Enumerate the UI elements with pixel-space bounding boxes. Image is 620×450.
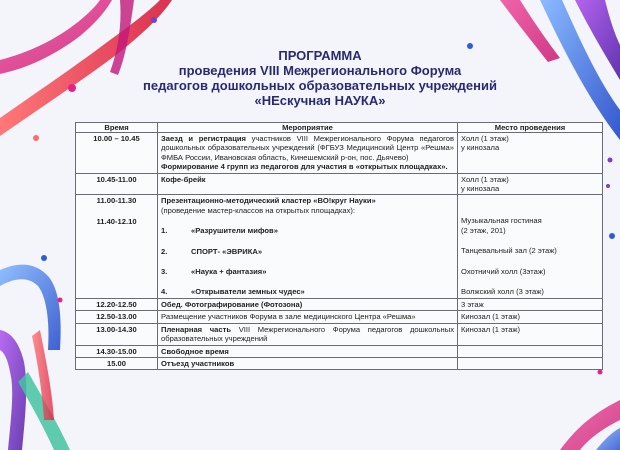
row-place: Кинозал (1 этаж) [458, 311, 603, 323]
row-place: Кинозал (1 этаж) [458, 323, 603, 345]
table-row [76, 311, 603, 323]
header-subtitle-2: педагогов дошкольных образовательных учреждений [143, 78, 497, 93]
place-line: Охотничий холл (3этаж) [461, 266, 546, 276]
row-time: 14.30-15.00 [76, 345, 158, 357]
row-time [76, 195, 158, 298]
table-row [76, 195, 603, 298]
place-line: Танцевальный зал (2 этаж) [461, 246, 557, 256]
place-line: у кинозала [461, 143, 500, 153]
row-time: 10.00 – 10.45 [76, 133, 158, 174]
place-line: у кинозала [461, 184, 500, 194]
row-event [158, 133, 458, 174]
row-event: Размещение участников Форума в зале медицинского Центра «Решма» [158, 311, 458, 323]
time-slot: 11.40-12.10 [96, 216, 137, 226]
time-slot: 11.00-11.30 [96, 196, 137, 206]
row-event: Обед. Фотографирование (Фотозона) [158, 298, 458, 310]
event-text: (проведение мастер-классов на открытых площадках): [161, 205, 356, 215]
place-line: Холл (1 этаж) [461, 174, 509, 184]
table-header-row [76, 123, 603, 133]
row-place [458, 357, 603, 369]
row-time: 15.00 [76, 357, 158, 369]
event-text: VIII Межрегионального Форума педагогов дошкольных образовательных учреждений [161, 324, 454, 344]
row-place [458, 345, 603, 357]
place-line: Музыкальная гостиная [461, 216, 542, 226]
header-subtitle-1: проведения VIII Межрегионального Форума [178, 63, 462, 78]
row-event: Свободное время [158, 345, 458, 357]
place-line: Холл (1 этаж) [461, 134, 509, 143]
header-forum-name: «НЕскучная НАУКА» [254, 93, 386, 108]
row-event: Отъезд участников [158, 357, 458, 369]
event-bold: Пленарная часть [161, 324, 232, 334]
event-bold: Заезд и регистрация [161, 134, 246, 143]
table-row [76, 345, 603, 357]
row-place [458, 133, 603, 174]
row-event: Кофе-брейк [158, 173, 458, 195]
row-place [458, 195, 603, 298]
event-bold: Презентационно-методический кластер «ВО!круг Науки» [161, 196, 376, 206]
table-row [76, 298, 603, 310]
list-item: 2. СПОРТ- «ЭВРИКА» [161, 246, 263, 256]
header-event: Мероприятие [158, 123, 458, 133]
place-line: (2 этаж, 201) [461, 225, 506, 235]
program-header [120, 48, 520, 108]
event-text: участников VIII Межрегионального Форума педагогов дошкольных образовательных учреждений (ФГБУЗ Медицинский Центр «Решма» ФМБА России, Ивановская область, Кинешемский р-он, пос. Дьячево) [161, 134, 455, 162]
row-time: 13.00-14.30 [76, 323, 158, 345]
row-place [458, 173, 603, 195]
table-row [76, 133, 603, 174]
list-item: 3. «Наука + фантазия» [161, 267, 267, 277]
table-row [76, 323, 603, 345]
header-title: ПРОГРАММА [278, 48, 362, 63]
list-item: 1. «Разрушители мифов» [161, 226, 278, 236]
row-time: 12.50-13.00 [76, 311, 158, 323]
row-time: 10.45-11.00 [76, 173, 158, 195]
table-row [76, 173, 603, 195]
schedule-table [75, 122, 603, 370]
row-place: 3 этаж [458, 298, 603, 310]
header-place: Место проведения [458, 123, 603, 133]
header-time: Время [76, 123, 158, 133]
event-bold-note: Формирование 4 групп из педагогов для участия в «открытых площадках». [161, 162, 448, 172]
row-event [158, 195, 458, 298]
place-line: Волжский холл (3 этаж) [461, 287, 544, 297]
table-row [76, 357, 603, 369]
row-event [158, 323, 458, 345]
row-time: 12.20-12.50 [76, 298, 158, 310]
list-item: 4. «Открыватели земных чудес» [161, 287, 305, 297]
